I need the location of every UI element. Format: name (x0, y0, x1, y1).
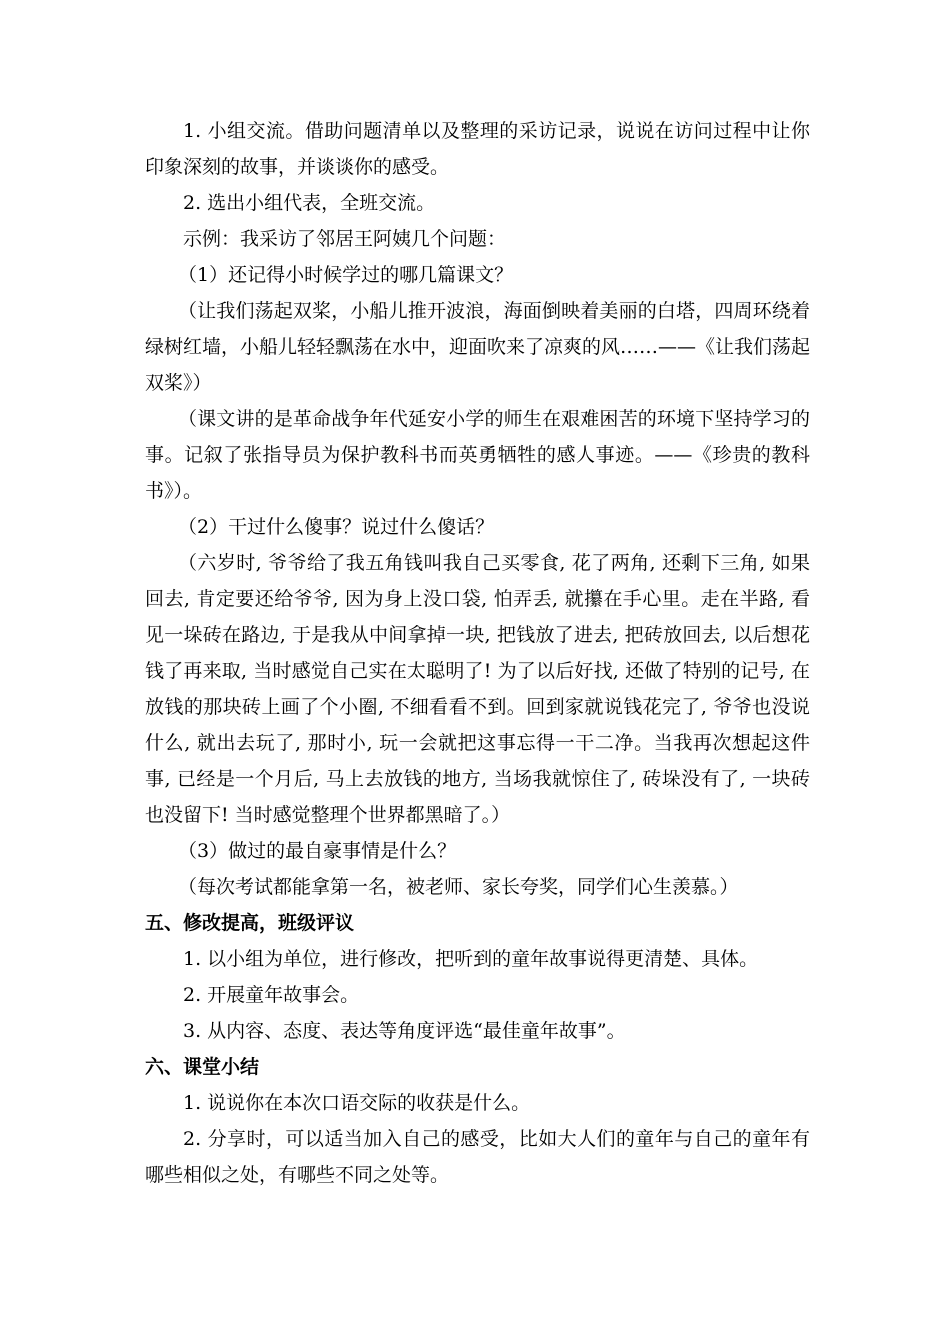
question-1: （1）还记得小时候学过的哪几篇课文？ (178, 264, 514, 286)
section-6-item-2: 2. 分享时，可以适当加入自己的感受，比如大人们的童年与自己的童年有哪些相似之处，有哪些不同之处等。 (145, 1128, 810, 1186)
answer-1b: （课文讲的是革命战争年代延安小学的师生在艰难困苦的环境下坚持学习的事。记叙了张指导员为保护教科书而英勇牺牲的感人事迹。——《珍贵的教科书》）。 (145, 408, 810, 502)
section-5-item-1: 1. 以小组为单位，进行修改，把听到的童年故事说得更清楚、具体。 (183, 948, 759, 970)
section-5-item-3: 3. 从内容、态度、表达等角度评选“最佳童年故事”。 (183, 1020, 626, 1042)
section-6-item-1: 1. 说说你在本次口语交际的收获是什么。 (183, 1092, 531, 1114)
question-3: （3）做过的最自豪事情是什么？ (178, 840, 457, 862)
paragraph-select-representative: 2. 选出小组代表，全班交流。 (183, 192, 436, 214)
answer-1a: （让我们荡起双桨，小船儿推开波浪，海面倒映着美丽的白塔，四周环绕着绿树红墙，小船儿轻轻飘荡在水中，迎面吹来了凉爽的风……——《让我们荡起双桨》） (145, 300, 811, 394)
question-2: （2）干过什么傻事？说过什么傻话？ (178, 516, 495, 538)
answer-3: （每次考试都能拿第一名，被老师、家长夸奖，同学们心生羡慕。） (178, 876, 739, 898)
section-5-heading: 五、修改提高，班级评议 (145, 912, 355, 934)
section-6-heading: 六、课堂小结 (145, 1056, 260, 1078)
paragraph-example-intro: 示例：我采访了邻居王阿姨几个问题： (183, 228, 507, 250)
document-page (145, 113, 810, 1193)
answer-2: （六岁时, 爷爷给了我五角钱叫我自己买零食, 花了两角, 还剩下三角, 如果回去, 肯定要还给爷爷, 因为身上没口袋, 怕弄丢, 就攥在手心里。走在半路, 看见一垛砖在路边, 于是我从中间拿掉一块, 把钱放了进去, 把砖放回去, 以后想花钱了再来取, 当时感觉自己实在太聪明了! 为了以后好找, 还做了特别的记号, 在放钱的那块砖上画了个小圈, 不细看看不到。回到家就说钱花完了, 爷爷也没说什么, 就出去玩了, 那时小, 玩一会就把这事忘得一干二净。当我再次想起这件事, 已经是一个月后, 马上去放钱的地方, 当场我就惊住了, 砖垛没有了, 一块砖也没留下! 当时感觉整理个世界都黑暗了。） (145, 552, 810, 826)
paragraph-group-exchange: 1. 小组交流。借助问题清单以及整理的采访记录，说说在访问过程中让你印象深刻的故事，并谈谈你的感受。 (145, 120, 810, 178)
section-5-item-2: 2. 开展童年故事会。 (183, 984, 360, 1006)
